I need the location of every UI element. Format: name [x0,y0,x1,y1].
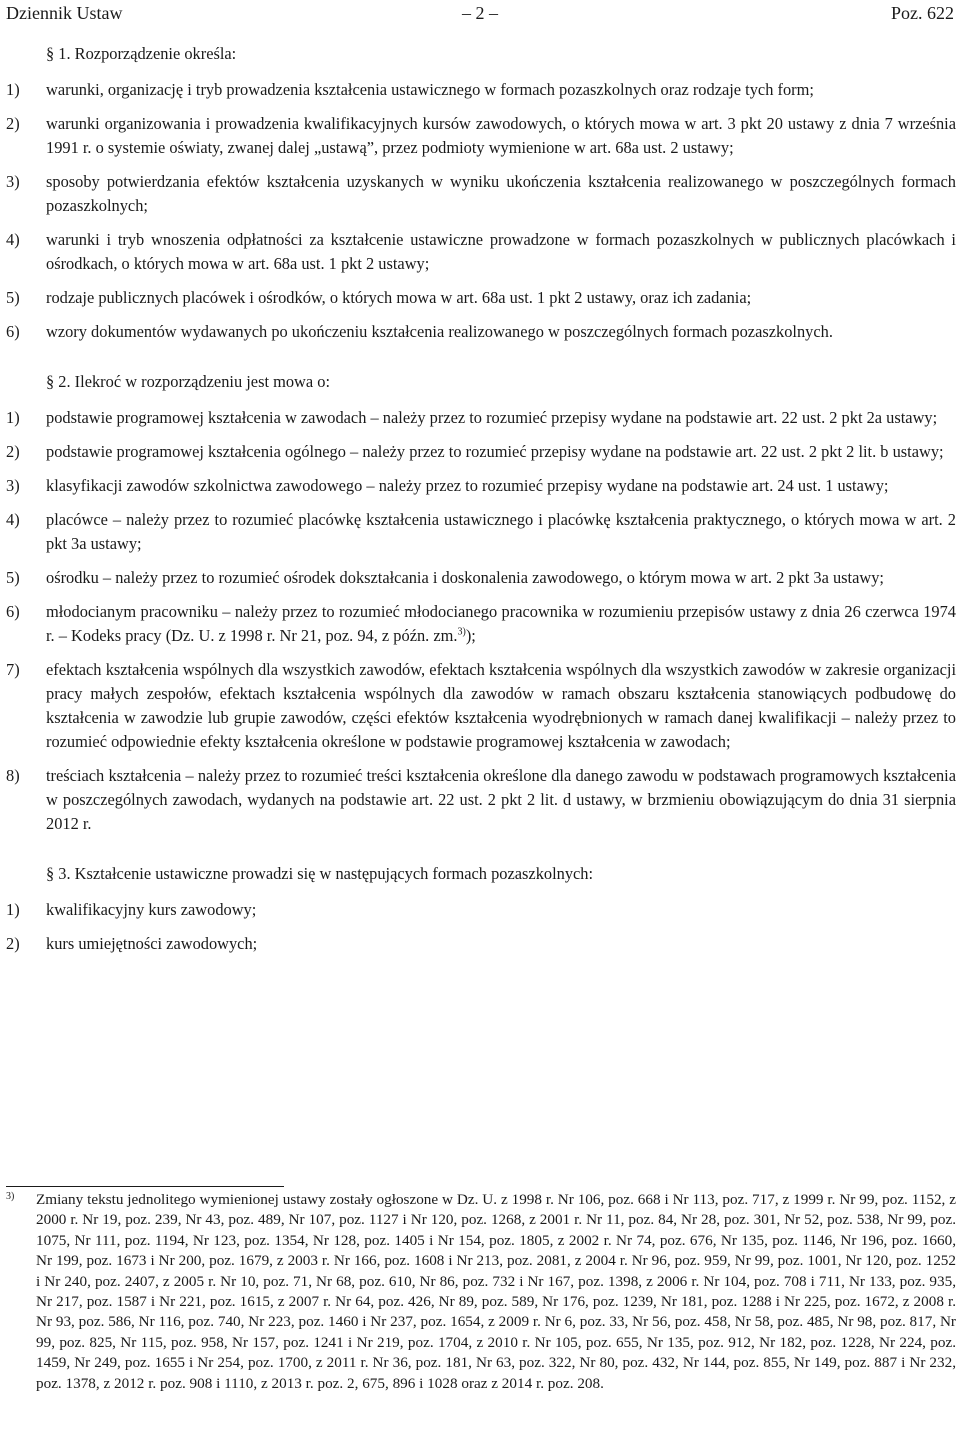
item-text: kwalifikacyjny kurs zawodowy; [46,900,257,919]
section-1-heading: § 1. Rozporządzenie określa: [46,44,237,63]
item-number: 1) [6,900,20,919]
item-number: 4) [6,230,20,249]
list-item [6,658,956,754]
list-item [6,600,956,648]
item-text: podstawie programowej kształcenia w zawodach – należy przez to rozumieć przepisy wydane na podstawie art. 22 ust. 2 pkt 2a ustawy; [46,408,938,427]
item-number: 5) [6,568,20,587]
journal-title: Dziennik Ustaw [6,3,123,23]
list-item [6,112,956,160]
item-text [46,600,956,648]
item-number: 2) [6,934,20,953]
list-item [6,474,956,498]
item-number: 3) [6,476,20,495]
list-item [6,406,956,430]
list-item [6,440,956,464]
item-text: podstawie programowej kształcenia ogólnego – należy przez to rozumieć przepisy wydane na podstawie art. 22 ust. 2 pkt 2 lit. b ustawy; [46,442,944,461]
footnote-mark: 3) [6,1191,15,1202]
list-item [6,898,956,922]
item-number: 8) [6,766,20,785]
item-number: 5) [6,288,20,307]
item-text: sposoby potwierdzania efektów kształcenia uzyskanych w wyniku ukończenia kształcenia realizowanego w poszczególnych formach pozaszkolnych; [46,172,956,215]
item-text: wzory dokumentów wydawanych po ukończeniu kształcenia realizowanego w poszczególnych formach pozaszkolnych. [46,322,833,341]
item-number: 1) [6,80,20,99]
item-text: placówce – należy przez to rozumieć placówkę kształcenia ustawicznego i placówkę kształcenia praktycznego, o których mowa w art. 2 pkt 3a ustawy; [46,510,956,553]
item-text: ośrodku – należy przez to rozumieć ośrodek dokształcania i doskonalenia zawodowego, o którym mowa w art. 2 pkt 3a ustawy; [46,568,884,587]
item-text: warunki i tryb wnoszenia odpłatności za kształcenie ustawiczne prowadzone w formach pozaszkolnych w publicznych placówkach i ośrodkach, o których mowa w art. 68a ust. 1 pkt 2 ustawy; [46,230,956,273]
page-number: – 2 – [462,3,498,23]
item-number: 6) [6,602,20,621]
item-text: warunki organizowania i prowadzenia kwalifikacyjnych kursów zawodowych, o których mowa w art. 3 pkt 20 ustawy z dnia 7 września 1991 r. o systemie oświaty, zwanej dalej „ustawą”, przez podmioty wymienione w art. 68a ust. 2 ustawy; [46,114,956,157]
item-number: 2) [6,114,20,133]
section-3-heading: § 3. Kształcenie ustawiczne prowadzi się w następujących formach pozaszkolnych: [46,864,594,883]
item-text: efektach kształcenia wspólnych dla wszystkich zawodów, efektach kształcenia wspólnych dla wszystkich zawodów w zakresie organizacji pracy małych zespołów, efektach kształcenia wspólnych dla zawodów w ramach obszaru kształcenia stanowiących podbudowę do kształcenia w zawodzie lub grupie zawodów, części efektów kształcenia wyodrębnionych w ramach danej kwalifikacji – należy przez to rozumieć odpowiednie efekty kształcenia określone w podstawie programowej kształcenia w zawodach; [46,660,956,751]
item-text: rodzaje publicznych placówek i ośrodków, o których mowa w art. 68a ust. 1 pkt 2 ustawy, oraz ich zadania; [46,288,752,307]
list-item [6,286,956,310]
item-number: 2) [6,442,20,461]
item-text-tail: ); [465,626,476,645]
list-item [6,508,956,556]
page-header [6,0,954,26]
footnote-divider [6,1186,284,1187]
position-number: Poz. 622 [891,3,954,23]
item-number: 6) [6,322,20,341]
item-number: 1) [6,408,20,427]
item-text: kurs umiejętności zawodowych; [46,934,258,953]
list-item [6,932,956,956]
footnote-text: Zmiany tekstu jednolitego wymienionej ustawy zostały ogłoszone w Dz. U. z 1998 r. Nr 106, poz. 668 i Nr 113, poz. 717, z 1999 r. Nr 99, poz. 1152, z 2000 r. Nr 19, poz. 239, Nr 43, poz. 489, Nr 107, poz. 1127 i Nr 120, poz. 1268, z 2001 r. Nr 11, poz. 84, Nr 28, poz. 301, Nr 52, poz. 538, Nr 99, poz. 1075, Nr 111, poz. 1194, Nr 123, poz. 1354, Nr 128, poz. 1405 i Nr 154, poz. 1805, z 2002 r. Nr 74, poz. 676, Nr 135, poz. 1146, Nr 196, poz. 1660, Nr 199, poz. 1673 i Nr 200, poz. 1679, z 2003 r. Nr 166, poz. 1608 i Nr 213, poz. 2081, z 2004 r. Nr 96, poz. 959, Nr 99, poz. 1001, Nr 120, poz. 1252 i Nr 240, poz. 2407, z 2005 r. Nr 10, poz. 71, Nr 68, poz. 610, Nr 86, poz. 732 i Nr 167, poz. 1398, z 2006 r. Nr 104, poz. 708 i 711, Nr 133, poz. 935, Nr 217, poz. 1587 i Nr 221, poz. 1615, z 2007 r. Nr 64, poz. 426, Nr 89, poz. 589, Nr 176, poz. 1239, Nr 181, poz. 1288 i Nr 225, poz. 1672, z 2008 r. Nr 93, poz. 586, Nr 116, poz. 740, Nr 223, poz. 1460 i Nr 237, poz. 1654, z 2009 r. Nr 6, poz. 33, Nr 56, poz. 458, Nr 58, poz. 485, Nr 98, poz. 817, Nr 99, poz. 825, Nr 115, poz. 958, Nr 157, poz. 1241 i Nr 219, poz. 1704, z 2010 r. Nr 105, poz. 655, Nr 135, poz. 912, Nr 182, poz. 1228, Nr 224, poz. 1459, Nr 249, poz. 1655 i Nr 254, poz. 1700, z 2011 r. Nr 36, poz. 181, Nr 63, poz. 322, Nr 80, poz. 432, Nr 144, poz. 855, Nr 149, poz. 887 i Nr 232, poz. 1378, z 2012 r. poz. 908 i 1110, z 2013 r. poz. 2, 675, 896 i 1028 oraz z 2014 r. poz. 208. [36,1191,956,1392]
item-text: klasyfikacji zawodów szkolnictwa zawodowego – należy przez to rozumieć przepisy wydane na podstawie art. 24 ust. 1 ustawy; [46,476,889,495]
item-text-main: młodocianym pracowniku – należy przez to rozumieć młodocianego pracownika w rozumieniu przepisów ustawy z dnia 26 czerwca 1974 r. – Kodeks pracy (Dz. U. z 1998 r. Nr 21, poz. 94, z późn. zm. [46,602,956,645]
footnote-reference: 3) [457,626,466,638]
list-item [6,320,956,344]
item-number: 3) [6,172,20,191]
footnote [6,1190,956,1394]
item-number: 7) [6,660,20,679]
list-item [6,170,956,218]
list-item [6,78,956,102]
item-number: 4) [6,510,20,529]
item-text: warunki, organizację i tryb prowadzenia kształcenia ustawicznego w formach pozaszkolnych oraz rodzaje tych form; [46,80,814,99]
section-2-heading: § 2. Ilekroć w rozporządzeniu jest mowa o: [46,372,331,391]
list-item [6,566,956,590]
document-body [6,42,956,966]
list-item [6,228,956,276]
list-item [6,764,956,836]
item-text: treściach kształcenia – należy przez to rozumieć treści kształcenia określone dla danego zawodu w podstawach programowych kształcenia w poszczególnych zawodach, wydanych na podstawie art. 22 ust. 2 pkt 2 lit. d ustawy, w brzmieniu obowiązującym do dnia 31 sierpnia 2012 r. [46,766,956,833]
